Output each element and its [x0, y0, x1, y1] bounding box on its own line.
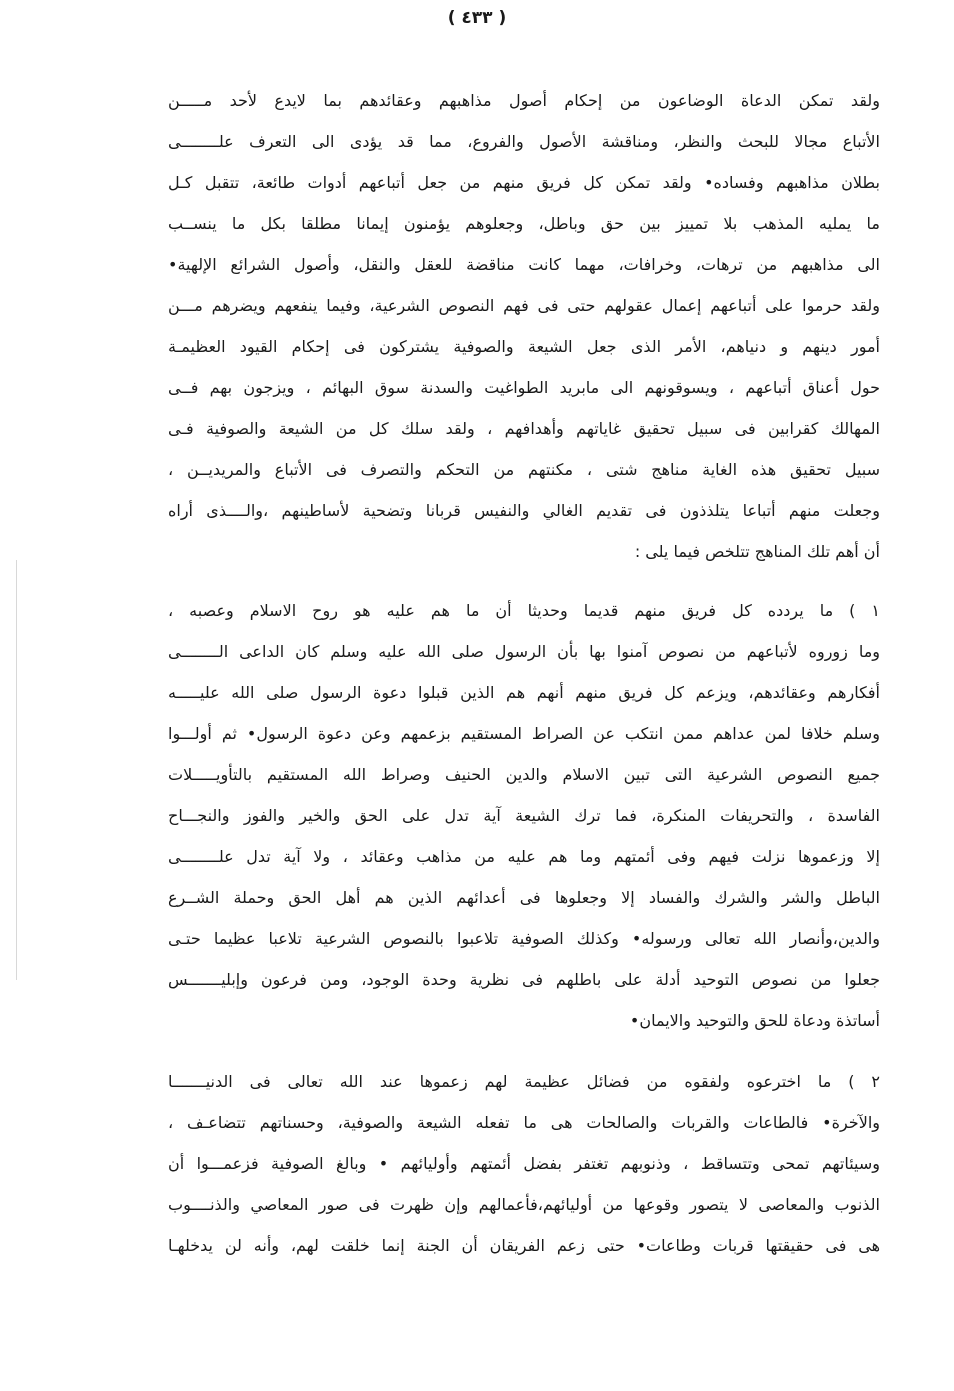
- text-line: ما يمليه المذهب بلا تمييز بين حق وباطل، وجعلوهم يؤمنون إيمانا مطلقا بكل ما ينســب: [168, 214, 880, 233]
- body-text: [168, 80, 880, 1266]
- text-line: المهالك كقرابين فى سبيل تحقيق غاياتهم وأهدافهم ، ولقد سلك كل من الشيعة والصوفية فـى: [168, 419, 880, 438]
- text-line: الباطل والشر والشرك والفساد إلا وجعلوها فى أعدائهم الذين هم أهل الحق وحملة الشــرع: [168, 888, 880, 907]
- text-line: ٢ ) ما اخترعوه ولفقوه من فضائل عظيمة لهم زعموها عند الله تعالى فى الدنيـــــــا: [168, 1072, 880, 1091]
- page-number: ( ٤٣٣ ): [447, 8, 507, 28]
- text-line: سبيل تحقيق هذه الغاية مناهج شتى ، مكنتهم من التحكم والتصرف فى الأتباع والمريديــن ،: [168, 460, 880, 479]
- paragraph-intro: [168, 80, 880, 572]
- text-line: هى فى حقيقتها قربات وطاعات• حتى زعم الفريقان أن الجنة إنما خلقت لهم، وأنه لن يدخلهـا: [168, 1236, 880, 1255]
- text-line: ولقد حرموا على أتباعهم إعمال عقولهم حتى فى فهم النصوص الشرعية، وفيما ينفعهم ويضرهم مـــن: [168, 296, 880, 315]
- text-line: جميع النصوص الشرعية التى تبين الاسلام والدين الحنيف وصراط الله المستقيم بالتأويـــــلات: [168, 765, 880, 784]
- text-line: وسيئاتهم تمحى وتتساقط ، وذنوبهم تغتفر بفضل أئمتهم وأوليائهم • وبالغ الصوفية فزعمـــوا أن: [168, 1154, 880, 1173]
- text-line: إلا وزعموها نزلت فيهم وفى أئمتهم وما هم عليه من مذاهب وعقائد ، ولا آية تدل علــــــــى: [168, 847, 880, 866]
- text-line: أن أهم تلك المناهج تتلخص فيما يلى :: [634, 542, 880, 561]
- paragraph-spacer: [168, 572, 880, 590]
- text-line: أفكارهم وعقائدهم، ويزعم كل فريق منهم أنهم هم الذين قبلوا دعوة الرسول صلى الله عليـــــه: [168, 683, 880, 702]
- text-line: الذنوب والمعاصى لا يتصور وقوعها من أوليائهم،فأعمالهم وإن ظهرت فى صور المعاصي والذنــــوب: [168, 1195, 880, 1214]
- text-line: وما زوروه لأتباعهم من نصوص آمنوا بها بأن الرسول صلى الله عليه وسلم كان الداعى الــــــــى: [168, 642, 880, 661]
- text-line: أساتذة ودعاة للحق والتوحيد والايمان•: [629, 1011, 880, 1030]
- text-line: والدين،وأنصار الله تعالى ورسوله• وكذلك الصوفية تلاعبوا بالنصوص الشرعية تلاعبا عظيما حتـى: [168, 929, 880, 948]
- text-line: وسلم خلافا لمن عداهم ممن انتكب عن الصراط المستقيم بزعمهم وعن دعوة الرسول• ثم أولـــوا: [168, 724, 880, 743]
- text-line: بطلان مذاهبهم وفساده• ولقد تمكن كل فريق منهم من جعل أتباعهم أدوات طائعة، تتقبل كـل: [168, 173, 880, 192]
- text-line: أمور دينهم و دنياهم، الأمر الذى جعل الشيعة والصوفية يشتركون فى إحكام القيود العظيمـة: [168, 337, 880, 356]
- text-line: الفاسدة ، والتحريفات المنكرة، فما ترك الشيعة آية تدل على الحق والخير والفوز والنجـــاح: [168, 806, 880, 825]
- text-line: جعلوا من نصوص التوحيد أدلة على باطلهم فى نظرية وحدة الوجود، ومن فرعون وإبليـــــــس: [168, 970, 880, 989]
- text-line: حول أعناق أتباعهم ، ويسوقونهم الى مابريد الطواغيت والسدنة سوق البهائم ، ويزجون بهم فــى: [168, 378, 880, 397]
- text-line: ١ ) ما يردده كل فريق منهم قديما وحديثا أن ما هم عليه هو روح الاسلام وعصبه ،: [168, 601, 880, 620]
- paragraph-point-2: [168, 1061, 880, 1266]
- text-line: والآخرة• فالطاعات والقربات والصالحات هى ما تفعله الشيعة والصوفية، وحسناتهم تتضاعـف ،: [168, 1113, 880, 1132]
- text-line: الى مذاهبهم من ترهات، وخرافات، مهما كانت مناقضة للعقل والنقل، وأصول الشرائع الإلهية•: [168, 255, 880, 274]
- text-line: الأتباع مجالا للبحث والنظر، ومناقشة الأصول والفروع، مما قد يؤدى الى التعرف علــــــــى: [168, 132, 880, 151]
- paragraph-point-1: [168, 590, 880, 1041]
- text-line: وجعلت منهم أتباعا يتلذذون فى تقديم الغالي والنفيس قربانا وتضحية لأساطينهم ،والــــذى أراه: [168, 501, 880, 520]
- text-line: ولقد تمكن الدعاة الوضاعون من إحكام أصول مذاهبهم وعقائدهم بما لايدع لأحد مـــــن: [168, 91, 880, 110]
- scan-margin-line: [16, 560, 17, 980]
- paragraph-spacer: [168, 1041, 880, 1061]
